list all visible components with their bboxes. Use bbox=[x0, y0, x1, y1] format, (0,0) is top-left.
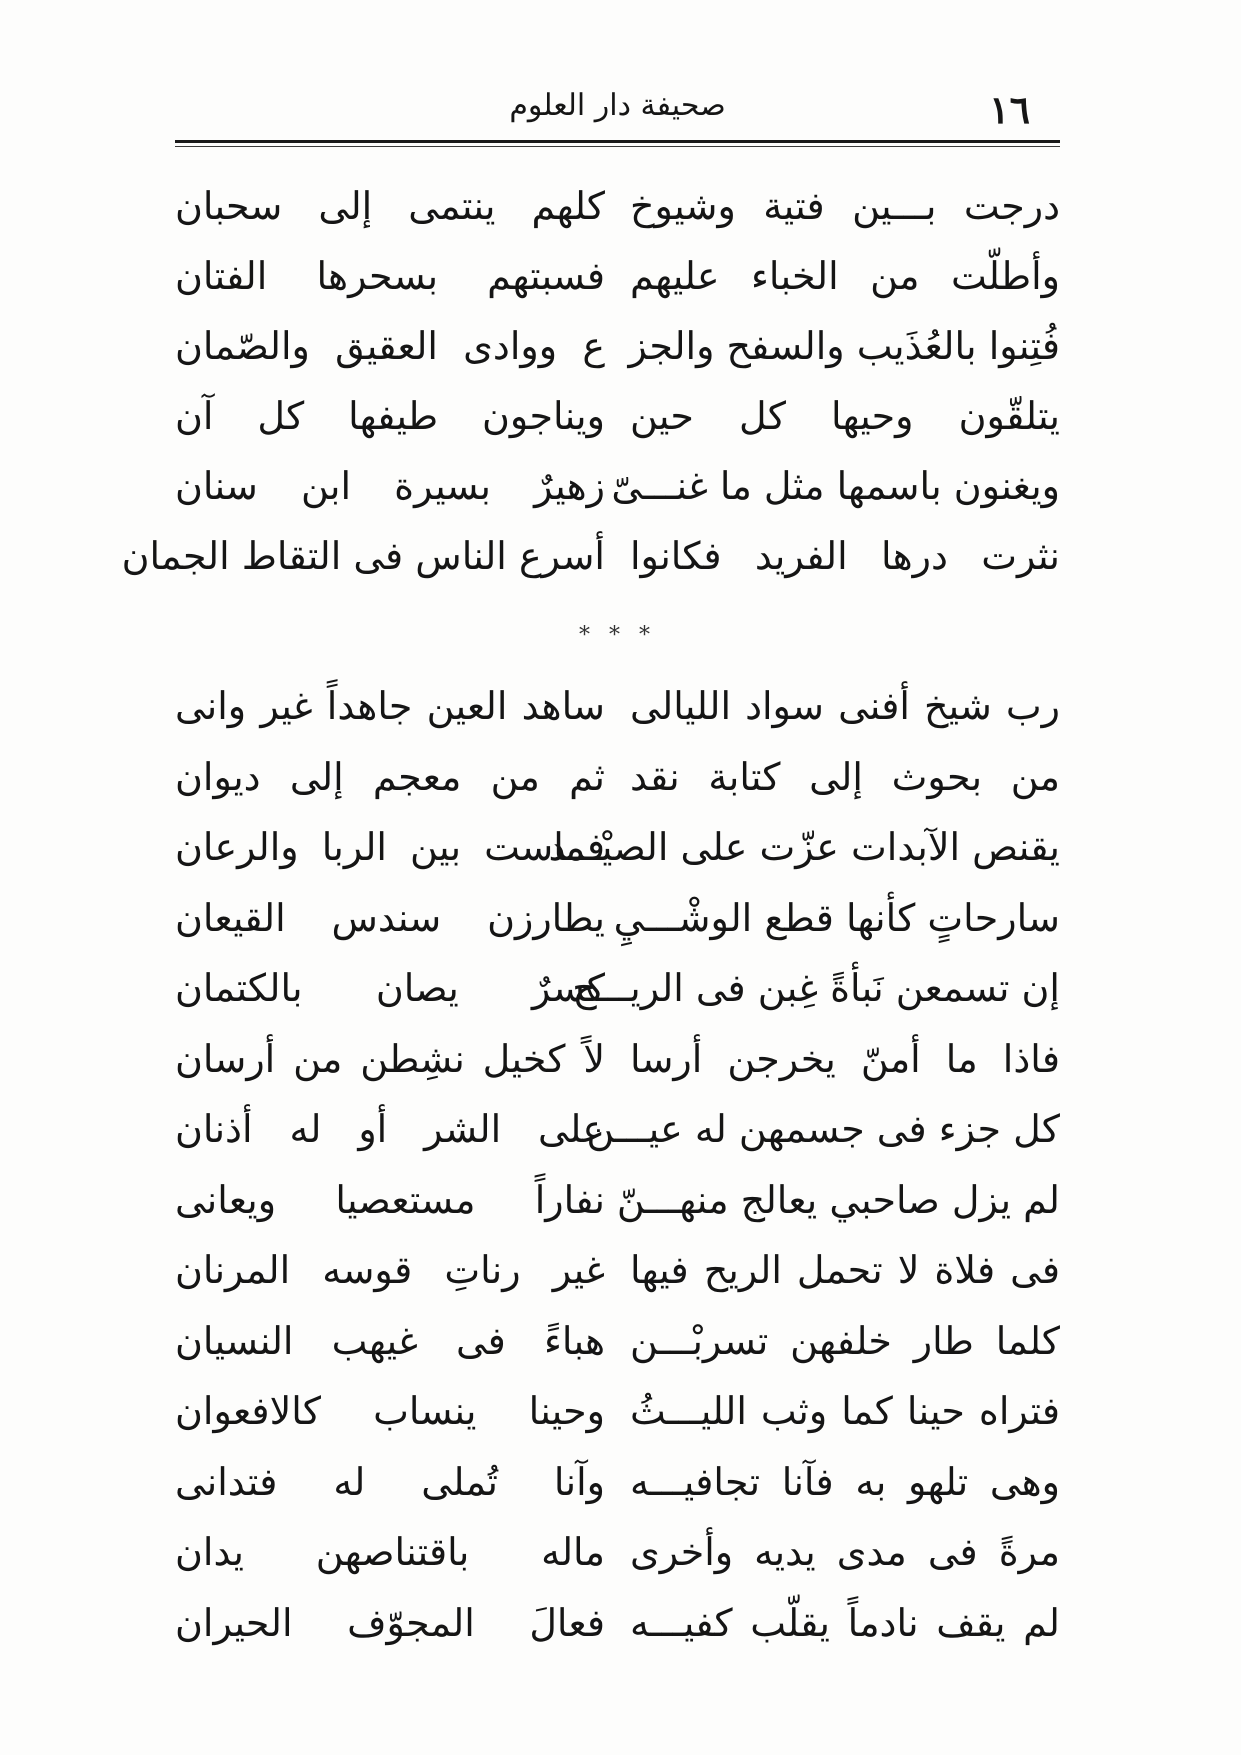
verse-line bbox=[175, 1595, 1060, 1666]
verse-line bbox=[175, 1031, 1060, 1102]
poem-stanza-1 bbox=[121, 178, 1060, 598]
verse-line bbox=[175, 1242, 1060, 1313]
hemistich-first: نثرت درها الفريد فكانوا bbox=[630, 534, 1060, 578]
page-header bbox=[175, 82, 1060, 142]
poem-stanza-2 bbox=[175, 678, 1060, 1665]
verse-line bbox=[175, 248, 1060, 318]
hemistich-second: نفاراً مستعصيا ويعانى bbox=[175, 1177, 605, 1222]
verse-line bbox=[121, 528, 1060, 598]
verse-line bbox=[175, 1101, 1060, 1172]
verse-line bbox=[175, 1524, 1060, 1595]
hemistich-second: لاً كخيل نشِطن من أرسان bbox=[175, 1036, 605, 1081]
hemistich-first: يقنص الآبدات عزّت على الصيْـــد bbox=[548, 825, 1060, 869]
hemistich-second: يطارزن سندس القيعان bbox=[175, 895, 605, 940]
hemistich-first: فُتِنوا بالعُذَيب والسفح والجز bbox=[628, 324, 1060, 368]
section-separator: * * * bbox=[579, 623, 656, 648]
hemistich-first: سارحاتٍ كأنها قطع الوشْـــيِ bbox=[613, 895, 1060, 940]
hemistich-first: وهى تلهو به فآنا تجافيـــه bbox=[630, 1459, 1060, 1504]
hemistich-second: وآنا تُملى له فتدانى bbox=[175, 1459, 605, 1504]
hemistich-second: ع ووادى العقيق والصّمان bbox=[175, 324, 605, 368]
hemistich-second: أسرع الناس فى التقاط الجمان bbox=[121, 534, 605, 578]
hemistich-second: زهيرٌ بسيرة ابن سنان bbox=[175, 464, 605, 508]
hemistich-second: غير رناتِ قوسه المرنان bbox=[175, 1248, 605, 1292]
verse-line bbox=[175, 318, 1060, 388]
verse-line bbox=[175, 960, 1060, 1031]
hemistich-second: فسبتهم بسحرها الفتان bbox=[175, 254, 605, 298]
hemistich-second: هباءً فى غيهب النسيان bbox=[175, 1318, 605, 1363]
hemistich-first: فاذا ما أمنّ يخرجن أرسا bbox=[630, 1036, 1060, 1081]
hemistich-first: يتلقّون وحيها كل حين bbox=[630, 394, 1060, 438]
hemistich-first: إن تسمعن نَبأةً غِبن فى الريـــح bbox=[572, 966, 1060, 1010]
hemistich-second: ماله باقتناصهن يدان bbox=[175, 1530, 605, 1574]
verse-line bbox=[175, 388, 1060, 458]
hemistich-second: كسرٌ يصان بالكتمان bbox=[175, 966, 605, 1010]
verse-line bbox=[175, 1454, 1060, 1525]
hemistich-first: رب شيخ أفنى سواد الليالى bbox=[630, 684, 1060, 728]
hemistich-first: مرةً فى مدى يديه وأخرى bbox=[630, 1530, 1060, 1574]
verse-line bbox=[175, 178, 1060, 248]
hemistich-first: كلما طار خلفهن تسربْـــن bbox=[630, 1318, 1060, 1363]
page-number: ١٦ bbox=[989, 87, 1030, 132]
hemistich-second: على الشر أو له أذنان bbox=[175, 1107, 605, 1151]
hemistich-first: من بحوث إلى كتابة نقد bbox=[630, 754, 1060, 799]
verse-line bbox=[175, 1172, 1060, 1243]
verse-line bbox=[175, 890, 1060, 961]
header-rule-thin bbox=[175, 146, 1060, 147]
hemistich-second: فعالَ المجوّف الحيران bbox=[175, 1600, 605, 1645]
header-rule bbox=[175, 140, 1060, 143]
hemistich-first: ويغنون باسمها مثل ما غنـــىّ bbox=[611, 464, 1060, 508]
verse-line bbox=[175, 1383, 1060, 1454]
hemistich-first: لم يقف نادماً يقلّب كفيـــه bbox=[630, 1600, 1060, 1645]
hemistich-first: لم يزل صاحبي يعالج منهـــنّ bbox=[616, 1177, 1060, 1222]
hemistich-first: وأطلّت من الخباء عليهم bbox=[630, 254, 1060, 298]
running-title: صحيفة دار العلوم bbox=[509, 88, 726, 123]
verse-line bbox=[175, 678, 1060, 749]
verse-line bbox=[175, 749, 1060, 820]
hemistich-second: ساهد العين جاهداً غير وانى bbox=[175, 684, 605, 728]
hemistich-first: فى فلاة لا تحمل الريح فيها bbox=[630, 1248, 1060, 1292]
verse-line bbox=[175, 458, 1060, 528]
hemistich-second: وحينا ينساب كالافعوان bbox=[175, 1389, 605, 1433]
hemistich-first: فتراه حينا كما وثب الليـــثُ bbox=[630, 1389, 1060, 1433]
verse-line bbox=[175, 1313, 1060, 1384]
hemistich-second: كلهم ينتمى إلى سحبان bbox=[175, 184, 605, 228]
hemistich-second: ثم من معجم إلى ديوان bbox=[175, 754, 605, 799]
hemistich-second: ويناجون طيفها كل آن bbox=[175, 394, 605, 438]
hemistich-first: كل جزء فى جسمهن له عيـــن bbox=[586, 1107, 1060, 1151]
hemistich-first: درجت بـــين فتية وشيوخ bbox=[630, 184, 1060, 228]
hemistich-second: فماست بين الربا والرعان bbox=[175, 825, 605, 869]
verse-line bbox=[175, 819, 1060, 890]
